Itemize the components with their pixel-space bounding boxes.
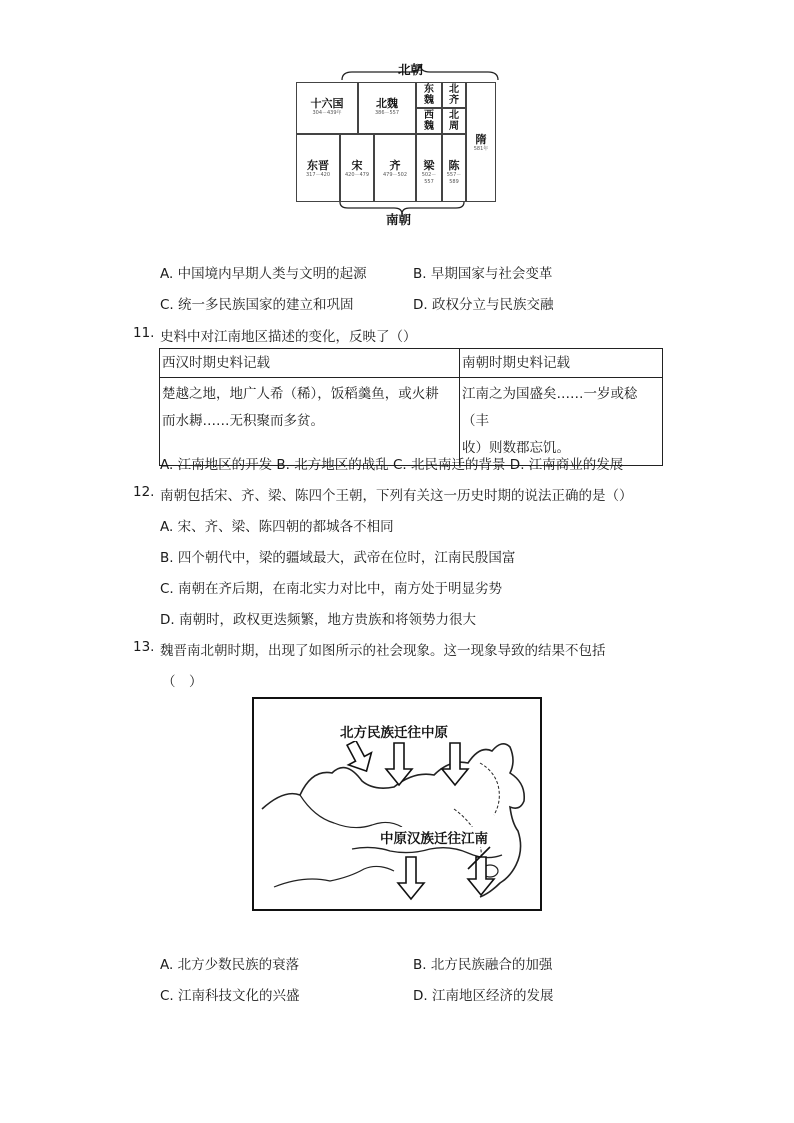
northern-dynasties-label: 北朝 (398, 62, 424, 77)
q10-option-b[interactable]: B. 早期国家与社会变革 (413, 266, 553, 282)
q10-option-d[interactable]: D. 政权分立与民族交融 (413, 297, 554, 313)
southern-text-line2: 收）则数郡忘饥。 (462, 440, 570, 456)
southern-text-line1: 江南之为国盛矣……一岁或稔（丰 (462, 386, 638, 429)
q13-stem: 魏晋南北朝时期，出现了如图所示的社会现象。这一现象导致的结果不包括 (160, 643, 606, 659)
q13-option-b[interactable]: B. 北方民族融合的加强 (413, 957, 553, 973)
q12-stem: 南朝包括宋、齐、梁、陈四个王朝，下列有关这一历史时期的说法正确的是（） (160, 488, 633, 504)
cell-sixteen-kingdoms: 十六国 304－439年 (296, 82, 358, 134)
cell-chen: 陈 557－589 (442, 134, 466, 202)
table-header-western-han: 西汉时期史料记载 (160, 349, 460, 378)
q13-option-c[interactable]: C. 江南科技文化的兴盛 (160, 988, 300, 1004)
cell-liang: 梁 502－557 (416, 134, 442, 202)
dynasty-timeline-diagram (292, 58, 502, 228)
western-han-text-line2: 而水耨……无积聚而多贫。 (162, 413, 324, 429)
cell-northern-wei: 北魏 386－557 (358, 82, 416, 134)
q11-stem: 史料中对江南地区描述的变化，反映了（） (160, 329, 417, 345)
cell-qi: 齐 479－502 (374, 134, 416, 202)
q13-option-a[interactable]: A. 北方少数民族的衰落 (160, 957, 300, 973)
q12-option-a[interactable]: A. 宋、齐、梁、陈四朝的都城各不相同 (160, 519, 394, 535)
q11-options-line[interactable]: A. 江南地区的开发 B. 北方地区的战乱 C. 北民南迁的背景 D. 江南商业的发展 (160, 457, 624, 473)
map-label-south-migration: 中原汉族迁往江南 (380, 827, 488, 847)
cell-sui: 隋 581年 (466, 82, 496, 202)
cell-song: 宋 420－479 (340, 134, 374, 202)
migration-map (252, 697, 542, 911)
cell-eastern-wei: 东魏 (416, 82, 442, 108)
q10-option-c[interactable]: C. 统一多民族国家的建立和巩固 (160, 297, 354, 313)
q13-number: 13. (133, 639, 155, 655)
table-header-southern-dynasties: 南朝时期史料记载 (460, 349, 663, 378)
map-label-north-migration: 北方民族迁往中原 (340, 721, 448, 741)
q11-source-table (159, 348, 663, 466)
q13-answer-blank: （ ） (162, 674, 203, 690)
q10-option-a[interactable]: A. 中国境内早期人类与文明的起源 (160, 266, 367, 282)
cell-eastern-jin: 东晋 317－420 (296, 134, 340, 202)
q12-option-b[interactable]: B. 四个朝代中，梁的疆域最大，武帝在位时，江南民殷国富 (160, 550, 516, 566)
southern-dynasties-label: 南朝 (386, 212, 412, 227)
cell-northern-qi: 北齐 (442, 82, 466, 108)
q12-number: 12. (133, 484, 155, 500)
q12-option-c[interactable]: C. 南朝在齐后期，在南北实力对比中，南方处于明显劣势 (160, 581, 503, 597)
q13-option-d[interactable]: D. 江南地区经济的发展 (413, 988, 554, 1004)
q12-option-d[interactable]: D. 南朝时，政权更迭频繁，地方贵族和将领势力很大 (160, 612, 476, 628)
cell-northern-zhou: 北周 (442, 108, 466, 134)
cell-western-wei: 西魏 (416, 108, 442, 134)
western-han-text-line1: 楚越之地，地广人希（稀），饭稻羹鱼，或火耕 (162, 386, 439, 402)
q11-number: 11. (133, 325, 155, 341)
